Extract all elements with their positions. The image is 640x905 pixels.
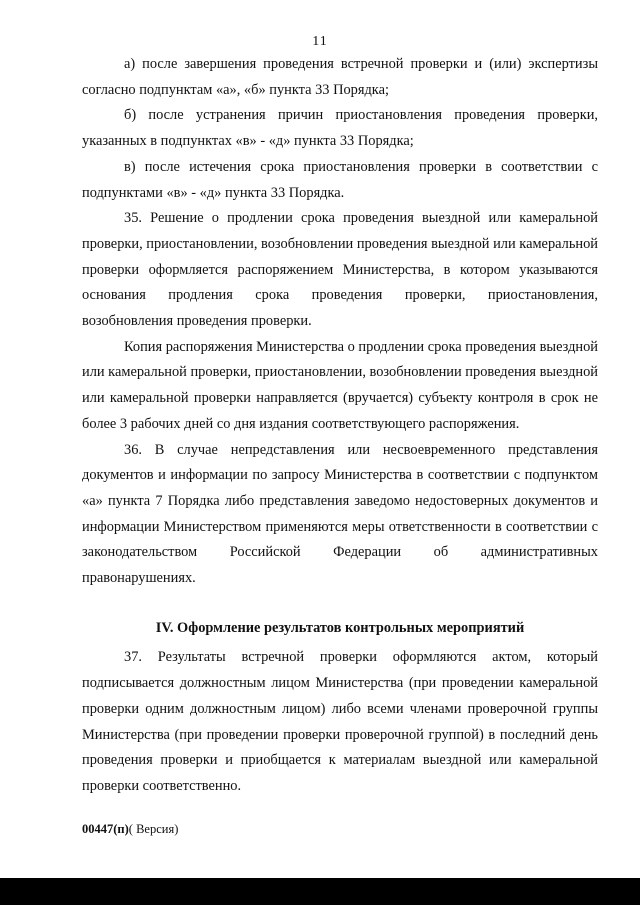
document-code: 00447(п) [82,822,129,836]
document-version: ( Версия) [128,822,179,836]
section-heading: IV. Оформление результатов контрольных мероприятий [155,619,525,636]
document-body [82,52,598,800]
paragraph-b: б) после устранения причин приостановления проведения проверки, указанных в подпунктах «в» - «д» пункта 33 Порядка; [82,107,598,150]
paragraph-36: 36. В случае непредставления или несвоевременного представления документов и информации по запросу Министерства в соответствии с подпунктом «а» пункта 7 Порядка либо представления заведомо недостоверных документов и информации Министерством применяются меры ответственности в соответствии с законодательством Российской Федерации об административных правонарушениях. [82,441,598,587]
page-number: 11 [312,34,328,49]
paragraph-35-copy: Копия распоряжения Министерства о продлении срока проведения выездной или камеральной проверки, приостановлении, возобновлении проведения выездной или камеральной проверки направляется (вручается) субъекту контроля в срок не более 3 рабочих дней со дня издания соответствующего распоряжения. [82,338,598,432]
footer-document-code [82,822,178,837]
paragraph-c: в) после истечения срока приостановления проверки в соответствии с подпунктами «в» - «д» пункта 33 Порядка. [82,158,598,201]
paragraph-35: 35. Решение о продлении срока проведения выездной или камеральной проверки, приостановлении, возобновлении проведения выездной или камеральной проверки оформляется распоряжением Министерства, в котором указываются основания продления срока проведения проверки, приостановления, возобновления проведения проверки. [82,210,598,330]
paragraph-37: 37. Результаты встречной проверки оформляются актом, который подписывается должностным лицом Министерства (при проведении камеральной проверки одним должностным лицом) либо всеми членами проверочной группы Министерства (при проведении проверки проверочной группой) в последний день проведения проверки и приобщается к материалам выездной или камеральной проверки соответственно. [82,649,598,794]
paragraph-a: а) после завершения проведения встречной проверки и (или) экспертизы согласно подпунктам «а», «б» пункта 33 Порядка; [82,56,598,98]
scan-border [0,878,640,905]
